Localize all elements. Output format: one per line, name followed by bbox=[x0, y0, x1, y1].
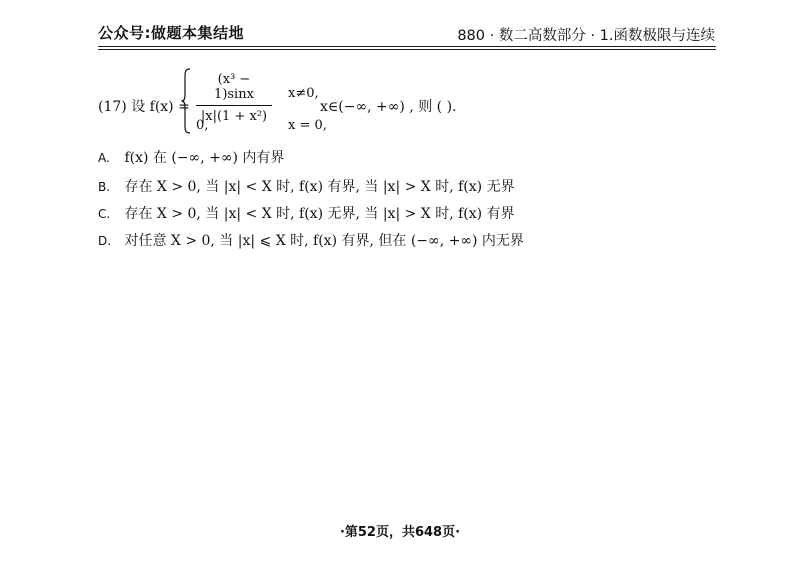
fraction-bar bbox=[196, 105, 272, 106]
piecewise-case1-condition: x≠0, bbox=[288, 86, 319, 101]
option-letter: C. bbox=[98, 207, 111, 221]
option-c bbox=[98, 203, 515, 223]
piecewise-case2-condition: x = 0, bbox=[288, 118, 327, 133]
option-text: 存在 X > 0, 当 |x| < X 时, f(x) 有界, 当 |x| > X 时, f(x) 无界 bbox=[124, 179, 515, 195]
option-d bbox=[98, 230, 524, 250]
page-footer: ·第52页，共648页· bbox=[339, 525, 461, 540]
question-domain-text: x∈(−∞, +∞) , 则 ( ). bbox=[320, 99, 457, 115]
option-b bbox=[98, 176, 515, 196]
option-letter: B. bbox=[98, 180, 111, 194]
piecewise-brace bbox=[181, 68, 191, 134]
question-label: (17) 设 f(x) = bbox=[98, 99, 190, 115]
fraction-numerator: (x³ − 1)sinx bbox=[214, 72, 254, 102]
header-section-title: 880 · 数二高数部分 · 1.函数极限与连续 bbox=[457, 28, 715, 44]
header-divider bbox=[98, 46, 716, 50]
option-letter: D. bbox=[98, 234, 112, 248]
piecewise-case2-value: 0, bbox=[196, 118, 209, 133]
option-a bbox=[98, 147, 284, 167]
piecewise-case1-fraction bbox=[196, 72, 272, 124]
header-source: 公众号:做题本集结地 bbox=[98, 24, 244, 42]
option-letter: A. bbox=[98, 151, 110, 165]
fraction-denominator: |x|(1 + x²) bbox=[200, 109, 268, 124]
option-text: 存在 X > 0, 当 |x| < X 时, f(x) 无界, 当 |x| > X 时, f(x) 有界 bbox=[124, 206, 515, 222]
option-text: 对任意 X > 0, 当 |x| ⩽ X 时, f(x) 有界, 但在 (−∞, +∞) 内无界 bbox=[124, 233, 524, 249]
option-text: f(x) 在 (−∞, +∞) 内有界 bbox=[124, 150, 285, 166]
